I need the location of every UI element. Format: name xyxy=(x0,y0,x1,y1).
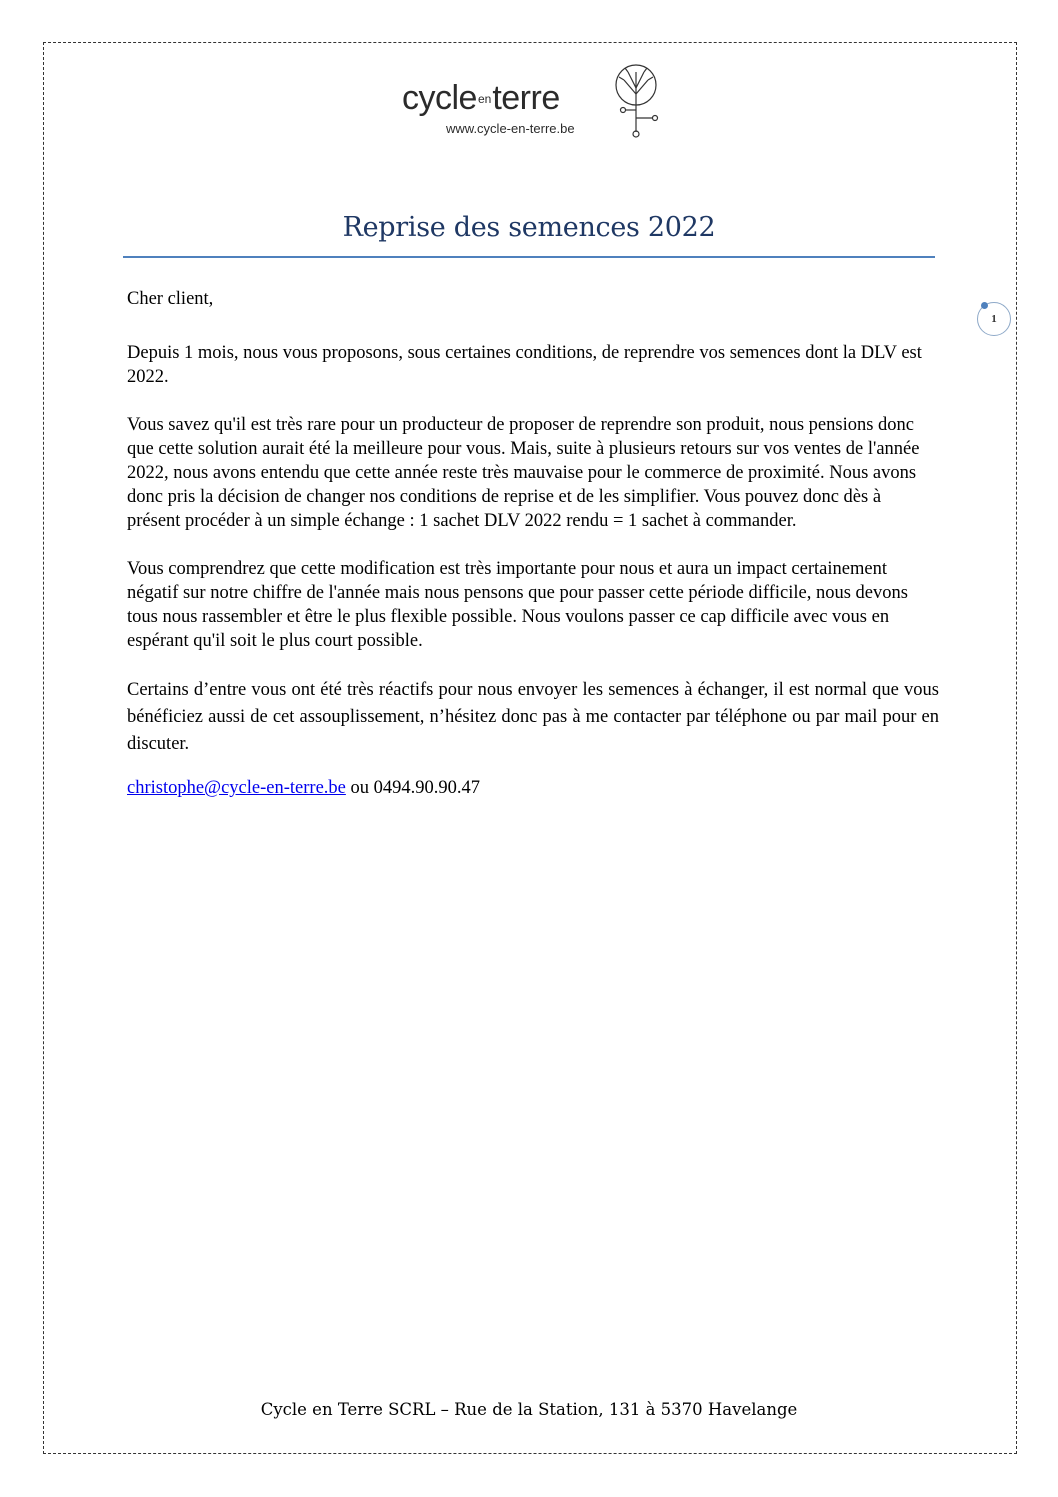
paragraph-3: Vous comprendrez que cette modification est très importante pour nous et aura un impact certainement négatif sur notre chiffre de l'année mais nous pensons que pour passer cette période difficile, nous devons tous nous rassembler et être le plus flexible possible. Nous voulons passer ce cap difficile avec vous en espérant qu'il soit le plus court possible. xyxy=(127,559,908,651)
paragraph-2: Vous savez qu'il est très rare pour un producteur de proposer de reprendre son produit, nous pensions donc que cette solution aurait été la meilleure pour vous. Mais, suite à plusieurs retours sur vos ventes de l'année 2022, nous avons entendu que cette année reste très mauvaise pour le commerce de proximité. Nous avons donc pris la décision de changer nos conditions de reprise et de les simplifier. Vous pouvez donc dès à présent procéder à un simple échange : 1 sachet DLV 2022 rendu = 1 sachet à commander. xyxy=(127,415,920,531)
title-rule xyxy=(123,256,935,258)
logo-word-terre: terre xyxy=(492,79,560,117)
document-title: Reprise des semences 2022 xyxy=(342,212,716,243)
letter-body xyxy=(127,287,939,824)
contact-separator: ou xyxy=(345,778,374,798)
logo-website: www.cycle-en-terre.be xyxy=(446,121,575,136)
greeting: Cher client, xyxy=(127,289,214,309)
page-badge-dot xyxy=(981,302,988,309)
contact-line xyxy=(127,776,939,800)
paragraph-1: Depuis 1 mois, nous vous proposons, sous certaines conditions, de reprendre vos semences dont la DLV est 2022. xyxy=(127,343,922,387)
contact-email-link[interactable]: christophe@cycle-en-terre.be xyxy=(127,778,346,798)
contact-phone: 0494.90.90.47 xyxy=(373,778,480,798)
footer-address: Cycle en Terre SCRL – Rue de la Station, 131 à 5370 Havelange xyxy=(260,1400,798,1419)
page-number: 1 xyxy=(991,313,997,325)
tree-icon xyxy=(611,60,661,138)
company-logo xyxy=(0,0,1058,150)
logo-word-en: en xyxy=(477,92,492,106)
logo-wordmark xyxy=(402,78,560,119)
logo-word-cycle: cycle xyxy=(402,79,477,117)
paragraph-4: Certains d’entre vous ont été très réactifs pour nous envoyer les semences à échanger, il est normal que vous bénéficiez aussi de cet assouplissement, n’hésitez donc pas à me contacter par téléphone ou par mail pour en discuter. xyxy=(127,680,939,754)
page-number-badge xyxy=(977,302,1011,336)
